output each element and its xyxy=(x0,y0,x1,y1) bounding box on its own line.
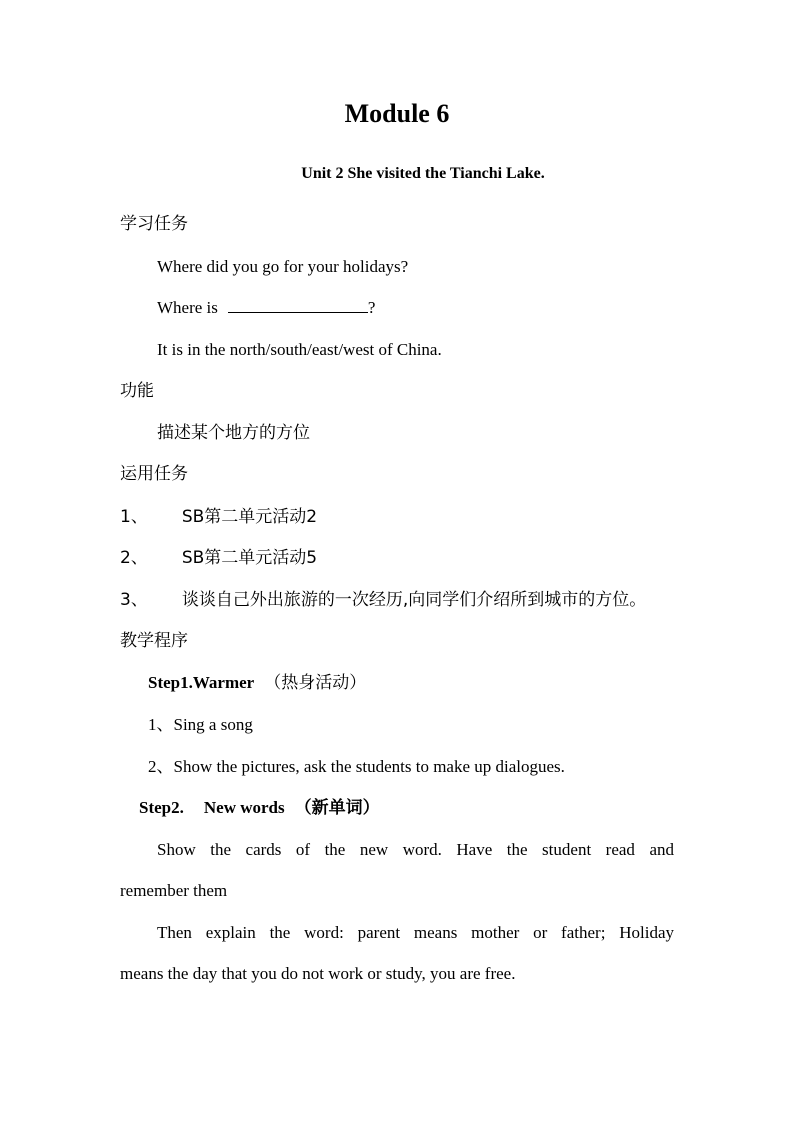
step2-para1-line1: Show the cards of the new word. Have the student read and xyxy=(157,840,674,859)
application-item-3 xyxy=(120,590,646,610)
application-tasks-heading: 运用任务 xyxy=(120,464,188,484)
step1-heading xyxy=(148,673,366,693)
item-number: 3、 xyxy=(120,590,148,610)
item-text: Sing a song xyxy=(173,715,253,734)
item-text: 谈谈自己外出旅游的一次经历,向同学们介绍所到城市的方位。 xyxy=(181,590,647,610)
learning-task-line-1: Where did you go for your holidays? xyxy=(157,257,409,276)
procedure-heading: 教学程序 xyxy=(120,631,188,651)
item-text: Show the pictures, ask the students to make up dialogues. xyxy=(173,757,565,776)
learning-task-line-3: It is in the north/south/east/west of China. xyxy=(157,340,442,359)
application-item-1 xyxy=(120,507,317,527)
item-number: 2、 xyxy=(148,757,174,776)
function-heading: 功能 xyxy=(120,381,154,401)
learning-tasks-heading: 学习任务 xyxy=(120,214,188,234)
function-text: 描述某个地方的方位 xyxy=(157,423,310,443)
question-mark: ? xyxy=(367,298,376,317)
step2-title: Step2. xyxy=(139,798,184,817)
application-item-2 xyxy=(120,548,317,568)
page-subtitle: Unit 2 She visited the Tianchi Lake. xyxy=(301,165,545,182)
step1-title: Step1.Warmer xyxy=(148,673,255,692)
learning-task-line-2 xyxy=(157,298,375,318)
page-title: Module 6 xyxy=(344,99,450,128)
step2-para1-line2: remember them xyxy=(120,881,228,900)
item-text: SB第二单元活动5 xyxy=(181,548,318,568)
step2-para2-line2: means the day that you do not work or study, you are free. xyxy=(120,964,516,983)
step1-note: （热身活动） xyxy=(264,673,367,693)
where-is-text: Where is xyxy=(157,298,218,317)
item-number: 1、 xyxy=(120,507,148,527)
step2-heading xyxy=(139,798,380,818)
item-text: SB第二单元活动2 xyxy=(181,507,318,527)
step2-note: （新单词） xyxy=(294,798,380,818)
item-number: 2、 xyxy=(120,548,148,568)
item-number: 1、 xyxy=(148,715,174,734)
step2-title-words: New words xyxy=(203,798,285,817)
step1-item-2 xyxy=(148,757,565,777)
step1-item-1 xyxy=(148,715,253,735)
fill-in-blank xyxy=(228,298,368,313)
step2-para2-line1: Then explain the word: parent means mother or father; Holiday xyxy=(157,923,674,942)
